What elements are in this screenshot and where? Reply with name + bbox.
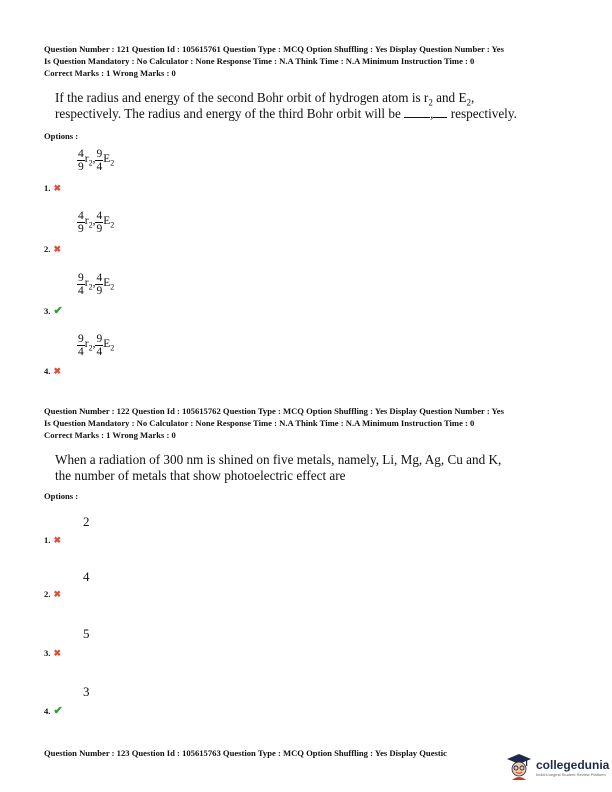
cross-icon: ✖ xyxy=(53,365,61,376)
q121-text-line2: respectively. The radius and energy of the third Bohr orbit will be , respectively. xyxy=(55,106,517,121)
cross-icon: ✖ xyxy=(53,647,61,658)
q121-option-4-formula: $\frac{9}{4}$ $r_2$, $\frac{9}{4}$ $E_2$ xyxy=(78,333,115,358)
q122-option-2[interactable]: 2. ✖ xyxy=(44,588,61,599)
q122-option-4[interactable]: 4. ✔ xyxy=(44,704,63,717)
cross-icon: ✖ xyxy=(53,243,61,254)
q122-meta-line2: Is Question Mandatory : No Calculator : None Response Time : N.A Think Time : N.A Minimum Instruction Time : 0 xyxy=(44,418,475,428)
q121-option-1-formula: $\frac{4}{9}$ $r_2$, $\frac{9}{4}$ $E_2$ xyxy=(78,148,115,173)
cross-icon: ✖ xyxy=(53,182,61,193)
q121-meta-line1: Question Number : 121 Question Id : 105615761 Question Type : MCQ Option Shuffling : Yes Display Question Number : Yes xyxy=(44,44,504,54)
cross-icon: ✖ xyxy=(53,588,61,599)
q122-meta-line1: Question Number : 122 Question Id : 105615762 Question Type : MCQ Option Shuffling : Yes Display Question Number : Yes xyxy=(44,406,504,416)
q122-option-4-value: 3 xyxy=(83,684,90,699)
q122-marks: Correct Marks : 1 Wrong Marks : 0 xyxy=(44,430,176,440)
q121-text-line1: If the radius and energy of the second Bohr orbit of hydrogen atom is $r_2$ and $E_2$, xyxy=(55,90,475,108)
q121-option-2-formula: $\frac{4}{9}$ $r_2$, $\frac{4}{9}$ $E_2$ xyxy=(78,210,115,235)
q123-meta-line1: Question Number : 123 Question Id : 105615763 Question Type : MCQ Option Shuffling : Yes Display Questic xyxy=(44,748,447,758)
graduate-mascot-icon xyxy=(506,753,532,781)
q122-option-1-value: 2 xyxy=(83,514,90,529)
q122-option-3-value: 5 xyxy=(83,626,90,641)
q121-marks: Correct Marks : 1 Wrong Marks : 0 xyxy=(44,68,176,78)
cross-icon: ✖ xyxy=(53,534,61,545)
q122-options-label: Options : xyxy=(44,491,79,501)
q122-option-3[interactable]: 3. ✖ xyxy=(44,647,61,658)
q121-option-4[interactable]: 4. ✖ xyxy=(44,365,61,376)
q122-text-line1: When a radiation of 300 nm is shined on five metals, namely, Li, Mg, Ag, Cu and K, xyxy=(55,452,502,467)
q121-option-3[interactable]: 3. ✔ xyxy=(44,304,63,317)
logo-tagline: India's largest Student Review Platform xyxy=(536,771,606,777)
answer-blank xyxy=(404,107,430,118)
collegedunia-logo xyxy=(506,748,612,786)
q122-option-2-value: 4 xyxy=(83,569,90,584)
q121-options-label: Options : xyxy=(44,131,79,141)
check-icon: ✔ xyxy=(53,704,63,717)
q122-option-1[interactable]: 1. ✖ xyxy=(44,534,61,545)
q121-meta-line2: Is Question Mandatory : No Calculator : None Response Time : N.A Think Time : N.A Minimum Instruction Time : 0 xyxy=(44,56,475,66)
q121-option-2[interactable]: 2. ✖ xyxy=(44,243,61,254)
logo-name: collegedunia xyxy=(536,757,610,772)
q121-option-3-formula: $\frac{9}{4}$ $r_2$, $\frac{4}{9}$ $E_2$ xyxy=(78,272,115,297)
check-icon: ✔ xyxy=(53,304,63,317)
q121-option-1[interactable]: 1. ✖ xyxy=(44,182,61,193)
q122-text-line2: the number of metals that show photoelectric effect are xyxy=(55,468,346,483)
answer-blank xyxy=(433,107,447,118)
